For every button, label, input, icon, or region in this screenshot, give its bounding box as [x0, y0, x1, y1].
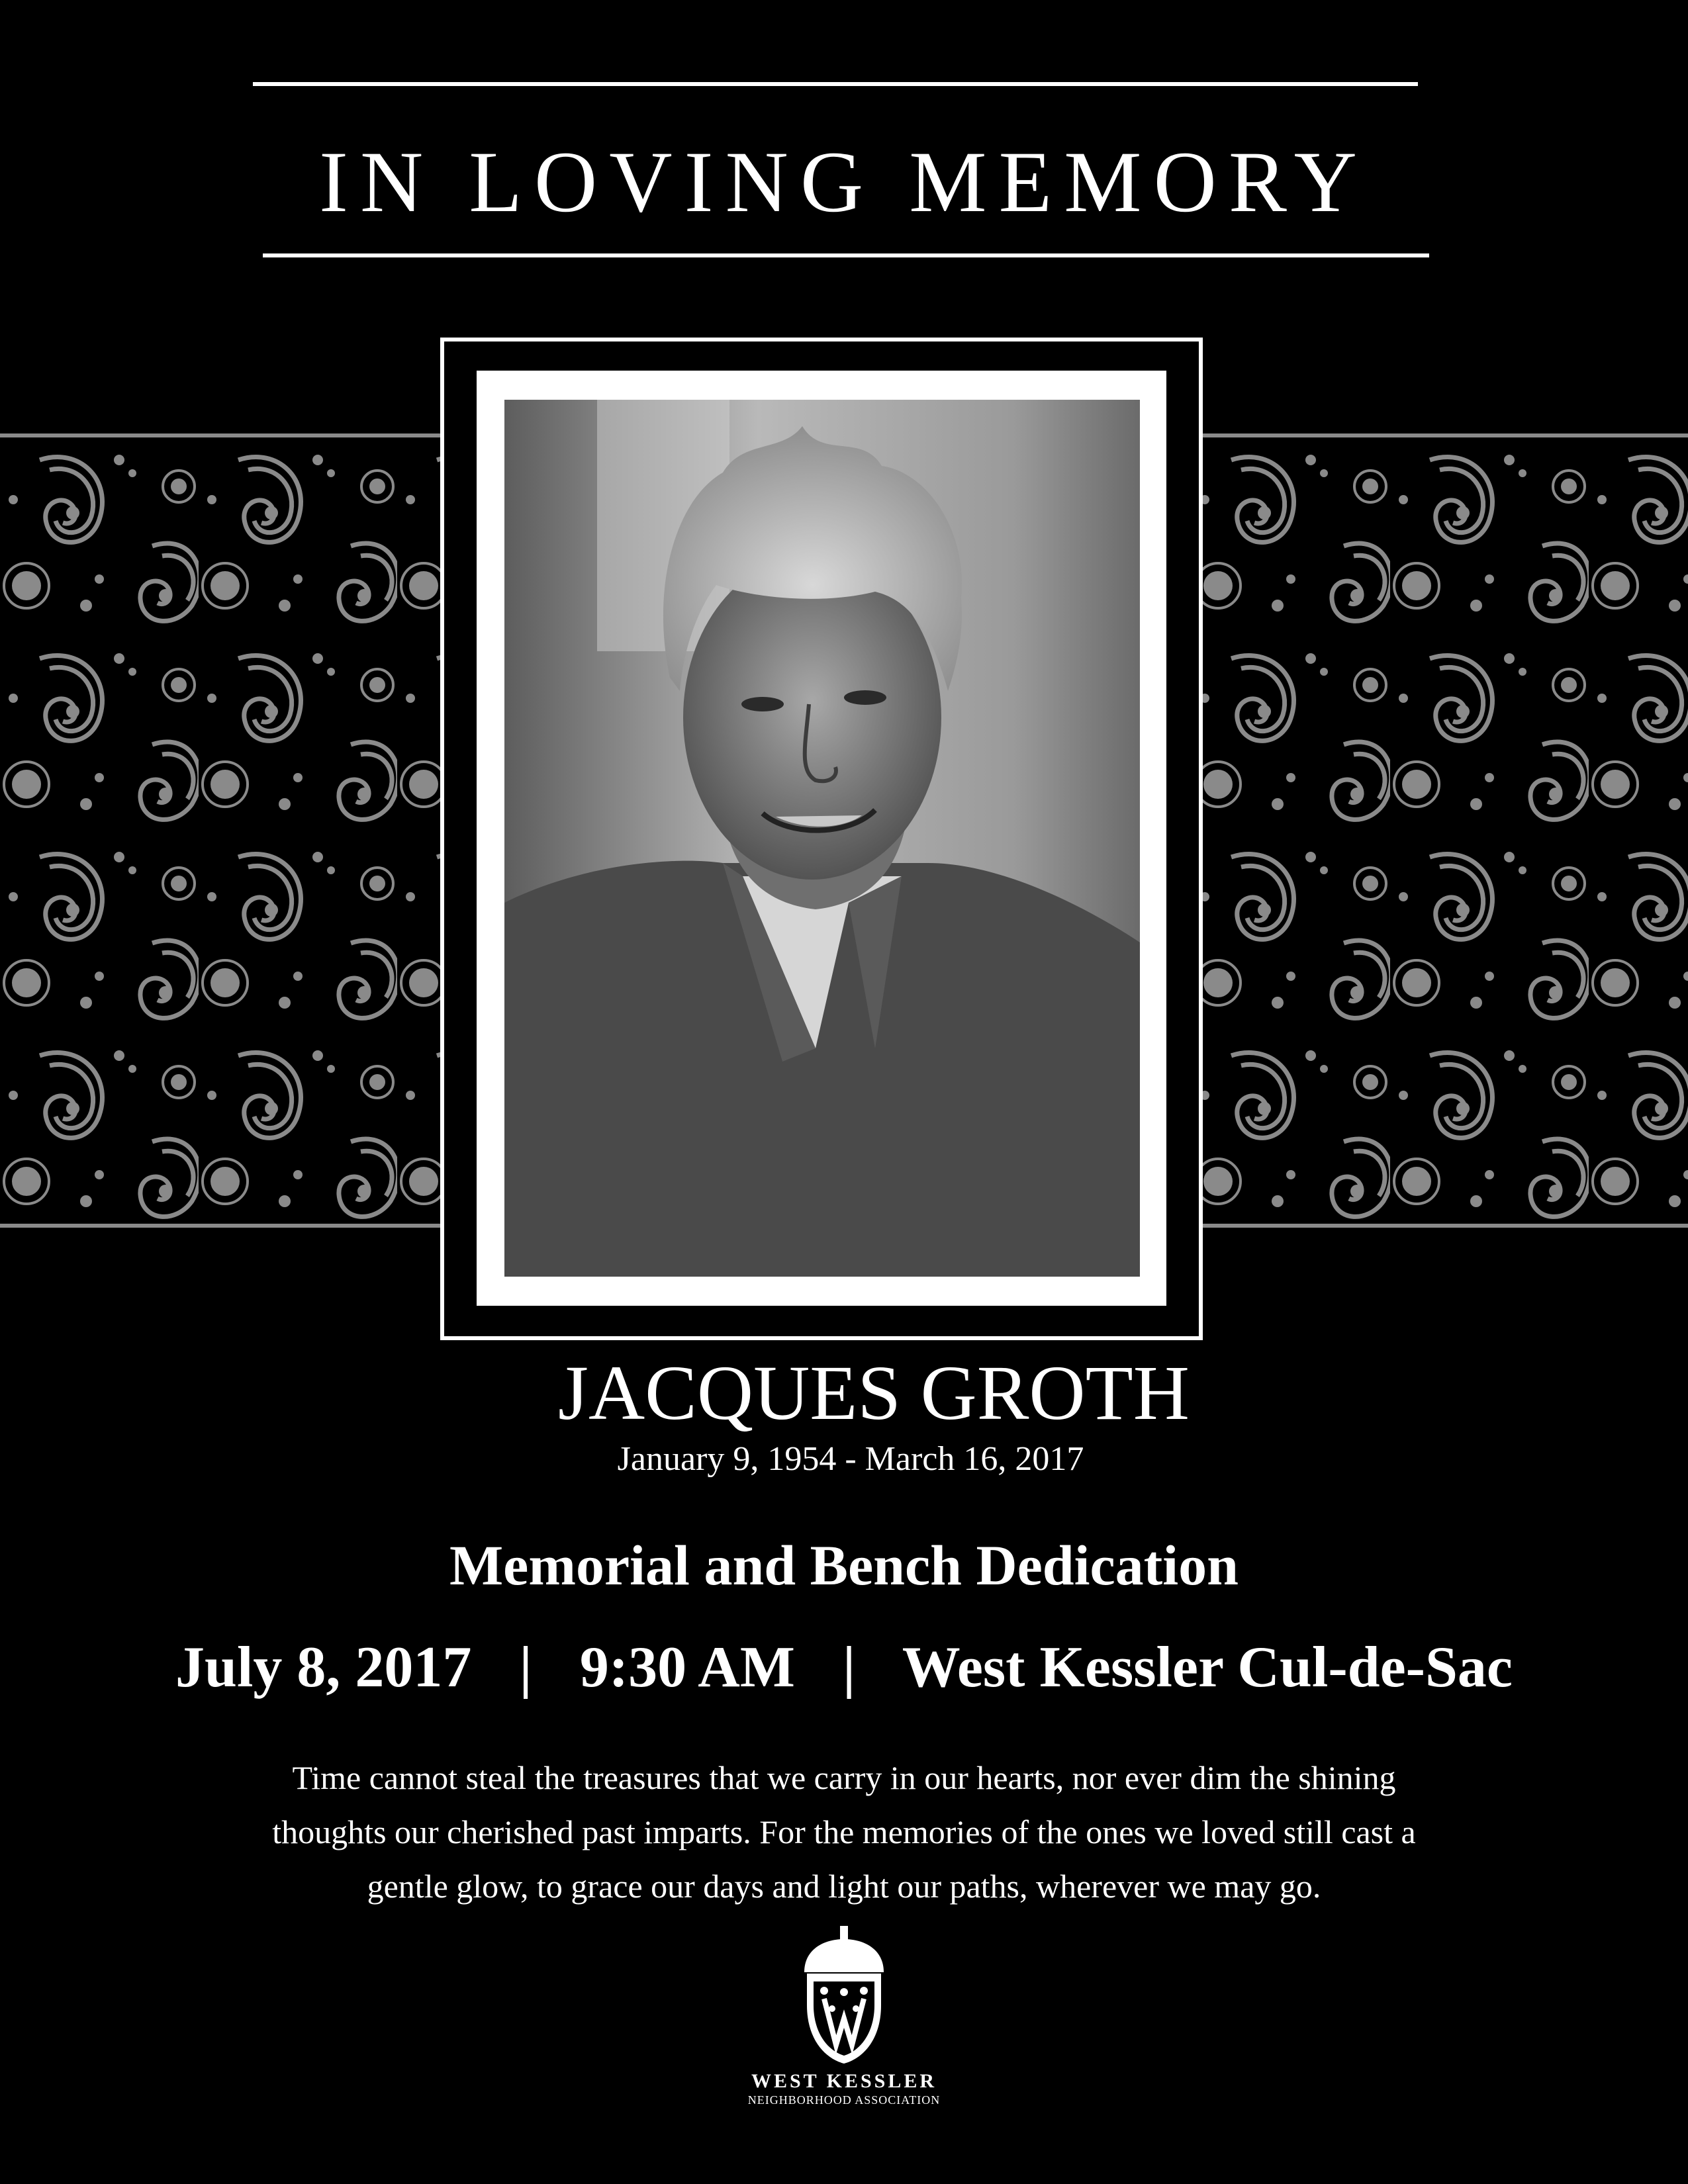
logo-subtitle: NEIGHBORHOOD ASSOCIATION	[747, 2093, 941, 2107]
event-title: Memorial and Bench Dedication	[449, 1533, 1239, 1597]
poem-line: gentle glow, to grace our days and light our paths, wherever we may go.	[367, 1868, 1321, 1905]
poem-line: Time cannot steal the treasures that we carry in our hearts, nor ever dim the shining	[292, 1759, 1396, 1796]
top-divider-rule	[253, 82, 1418, 86]
logo-wordmark: WEST KESSLER	[751, 2070, 937, 2092]
poem-line: thoughts our cherished past imparts. For the memories of the ones we loved still cast a	[272, 1813, 1416, 1850]
title-underline-rule	[263, 253, 1429, 257]
event-date: July 8, 2017	[175, 1635, 472, 1700]
event-time: 9:30 AM	[579, 1635, 795, 1700]
event-details	[0, 1631, 1688, 1704]
memorial-poem	[132, 1751, 1556, 1913]
event-location: West Kessler Cul-de-Sac	[902, 1635, 1513, 1700]
person-name: JACQUES GROTH	[558, 1349, 1190, 1436]
separator: |	[842, 1635, 856, 1700]
portrait-photo	[504, 400, 1140, 1277]
separator: |	[519, 1635, 532, 1700]
page-title: IN LOVING MEMORY	[319, 133, 1369, 230]
acorn-crest-icon	[798, 1926, 890, 2065]
life-dates: January 9, 1954 - March 16, 2017	[617, 1440, 1084, 1478]
